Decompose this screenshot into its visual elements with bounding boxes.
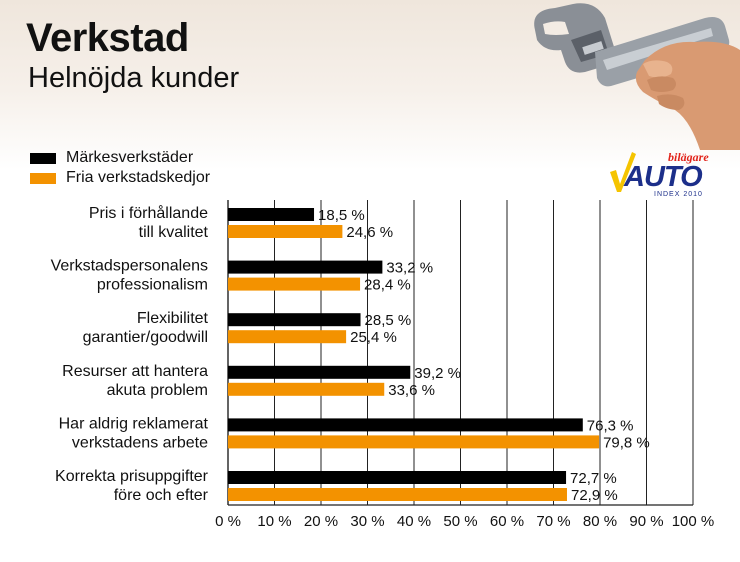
x-tick-label: 50 % — [443, 513, 478, 530]
category-label: verkstadens arbete — [71, 434, 208, 452]
logo-top-text: bilägare — [668, 150, 709, 164]
legend-label-series1: Märkesverkstäder — [66, 149, 194, 166]
data-label: 24,6 % — [346, 224, 394, 241]
x-tick-label: 100 % — [671, 513, 715, 530]
category-label: garantier/goodwill — [82, 329, 208, 347]
bar-series1 — [228, 261, 382, 274]
bar-series1 — [228, 366, 410, 379]
category-label: professionalism — [96, 276, 208, 294]
bar-series1 — [228, 313, 361, 326]
bar-series2 — [228, 435, 599, 448]
x-tick-label: 80 % — [582, 513, 618, 530]
category-label: Pris i förhållande — [88, 205, 208, 222]
category-label: akuta problem — [106, 381, 208, 399]
category-label: Flexibilitet — [136, 310, 208, 328]
bar-series2 — [228, 488, 567, 501]
category-label: före och efter — [113, 487, 208, 504]
category-label: Korrekta prisuppgifter — [55, 468, 208, 485]
category-label: till kvalitet — [138, 224, 208, 241]
data-label: 76,3 % — [586, 417, 634, 435]
bar-series1 — [228, 208, 314, 221]
data-label: 39,2 % — [414, 364, 461, 382]
bar-series2 — [228, 383, 384, 396]
bar-series2 — [228, 278, 360, 291]
x-tick-label: 20 % — [303, 513, 339, 530]
data-label: 79,8 % — [603, 434, 650, 452]
data-label: 28,4 % — [364, 276, 411, 294]
category-label: Verkstadspersonalens — [50, 257, 208, 275]
data-label: 18,5 % — [318, 207, 365, 224]
x-tick-label: 30 % — [350, 513, 385, 530]
data-label: 33,2 % — [386, 259, 434, 277]
x-tick-label: 60 % — [489, 513, 525, 530]
x-tick-label: 0 % — [215, 513, 241, 530]
logo-bottom-text: INDEX 2010 — [654, 191, 703, 198]
category-label: Resurser att hantera — [62, 362, 208, 380]
category-label: Har aldrig reklamerat — [58, 415, 208, 433]
data-label: 33,6 % — [388, 381, 435, 399]
data-label: 72,9 % — [570, 487, 618, 504]
bar-series1 — [228, 418, 583, 431]
bar-series2 — [228, 330, 346, 343]
x-tick-label: 70 % — [536, 513, 571, 530]
x-tick-label: 40 % — [396, 513, 432, 530]
x-tick-label: 10 % — [257, 513, 292, 530]
legend-label-series2: Fria verkstadskedjor — [66, 169, 211, 186]
bar-series1 — [228, 471, 566, 484]
chart-title: Verkstad — [26, 16, 189, 60]
chart-subtitle: Helnöjda kunder — [28, 62, 240, 94]
logo-brand-text: AUTO — [624, 161, 702, 193]
x-tick-label: 90 % — [629, 513, 664, 530]
data-label: 25,4 % — [350, 329, 397, 347]
data-label: 72,7 % — [570, 470, 617, 487]
bar-series2 — [228, 225, 342, 238]
data-label: 28,5 % — [364, 312, 412, 330]
